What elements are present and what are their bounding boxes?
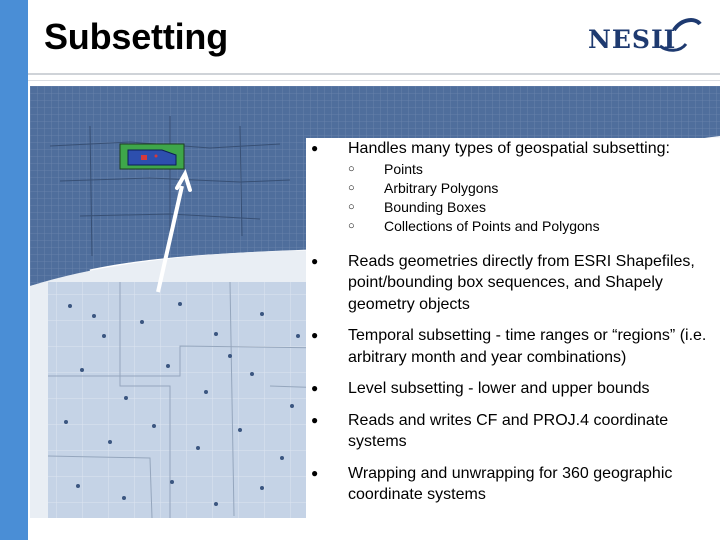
sub-bullet-text: Arbitrary Polygons	[384, 179, 499, 196]
sub-bullet-text: Points	[384, 160, 423, 177]
bullet-item	[306, 410, 720, 453]
sub-bullet-icon: ○	[348, 220, 355, 233]
logo-text: NESII	[588, 25, 677, 54]
sub-bullet-icon: ○	[348, 201, 355, 214]
bullet-item	[306, 378, 720, 400]
bullet-text: Level subsetting - lower and upper bounds	[348, 380, 650, 398]
sub-bullet-item	[348, 217, 720, 236]
bullet-item	[306, 463, 720, 506]
bullet-icon: ●	[311, 253, 319, 268]
bullet-icon: ●	[311, 412, 319, 427]
sub-bullet-icon: ○	[348, 181, 355, 194]
bullet-icon: ●	[311, 381, 319, 396]
header-rule	[28, 73, 720, 75]
header-rule-thin	[28, 80, 720, 81]
nesii-logo	[588, 16, 716, 56]
bullet-icon: ●	[311, 141, 319, 155]
sub-bullet-text: Bounding Boxes	[384, 199, 486, 216]
logo-swoosh-icon	[588, 16, 716, 56]
bullet-icon: ●	[311, 328, 319, 343]
bullet-text: Temporal subsetting - time ranges or “regions” (i.e. arbitrary month and year combinations)	[348, 327, 707, 366]
bullet-item	[306, 325, 720, 368]
bullet-item	[306, 138, 720, 237]
sub-bullet-text: Collections of Points and Polygons	[384, 218, 600, 235]
bullet-item	[306, 251, 720, 316]
accent-bar	[0, 0, 28, 540]
bullet-list-panel	[306, 138, 720, 538]
bullet-icon: ●	[311, 465, 319, 480]
sub-bullet-item	[348, 179, 720, 198]
slide-title: Subsetting	[44, 16, 228, 57]
sub-bullet-item	[348, 160, 720, 179]
bullet-text: Reads and writes CF and PROJ.4 coordinate systems	[348, 411, 669, 451]
bullet-text: Wrapping and unwrapping for 360 geographic coordinate systems	[348, 464, 673, 504]
sub-bullet-icon: ○	[348, 162, 355, 175]
bullet-text: Reads geometries directly from ESRI Shapefiles, point/bounding box sequences, and Shapely geometry objects	[348, 252, 695, 313]
sub-bullet-item	[348, 198, 720, 217]
bullet-text: Handles many types of geospatial subsetting:	[348, 140, 670, 157]
